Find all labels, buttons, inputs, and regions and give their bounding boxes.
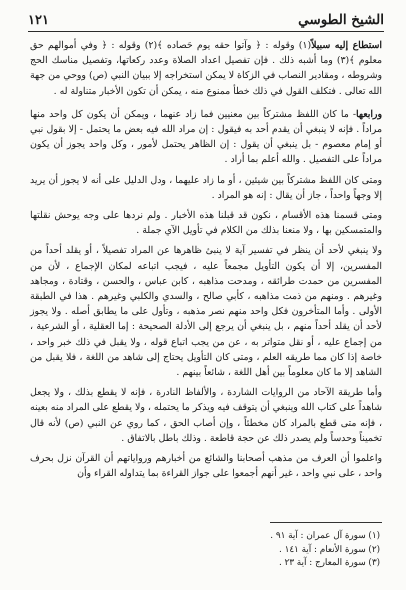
footnotes: [270, 530, 380, 571]
paragraph-2-text: - ما كان اللفظ مشتركاً بين معنيين فما زاد عنهما ، ويمكن أن يكون كل واحد منها مراداً . فإنه لا ينبغي أن يقدم أحد به فيقول : إن مراد الله فيه بعض ما يحتمل - إلا بقول نبي أو إمام معصوم - بل ينبغي أن يقول : إن الظاهر يحتمل لأمور ، وكل واحد يجوز أن يكون مراداً على التفصيل . والله أعلم بما أراد .: [30, 108, 382, 166]
paragraph-4: [30, 208, 382, 238]
page-number: ١٢١: [28, 13, 49, 28]
paragraph-2-lead: ورابعها: [356, 108, 382, 120]
paragraph-1: [30, 38, 382, 99]
footnote-separator: [270, 522, 382, 523]
paragraph-5-text: ولا ينبغي لأحد أن ينظر في تفسير آية لا ينبئ ظاهرها عن المراد تفصيلاً ، أو يقلد أحداً من المفسرين، إلا أن يكون التأويل مجمعاً عليه ، فيجب اتباعه لمكان الإجماع ، لأن من المفسرين من حمدت طرائقه ، ومدحت مذاهبه ، كابن عباس ، والحسن ، وقتادة ، ومجاهد وغيرهم . ومنهم من ذمت مذاهبه ، كأبي صالح ، والسدي والكلبي وغيرهم . هذا في الطبقة الأولى . وأما المتأخرون فكل واحد منهم نصر مذهبه ، وتأول على ما يطابق أصله . ولا يجوز لأحد أن يقلد أحداً منهم ، بل ينبغي أن يرجع إلى الأدلة الصحيحة : إما العقلية ، أو الشرعية ، من إجماع عليه ، أو نقل متواتر به ، عن من يجب اتباع قوله ، ولا يقبل في ذلك خبر واحد ، خاصة إذا كان مما طريقه العلم ، ومتى كان التأويل يحتاج إلى شاهد من اللغة ، فلا يقبل من الشاهد إلا ما كان معلوماً بين أهل اللغة ، شائعاً بينهم .: [30, 245, 382, 379]
paragraph-5: [30, 243, 382, 380]
paragraph-1-text: (١) وقوله : ﴿ وآتوا حقه يوم حَصاده ﴾(٢) وقوله : ﴿ وفي أموالهم حق معلوم ﴾(٣) وما أشبه ذلك . فإن تفصيل اعداد الصلاة وعدد ركعاتها، وتفصيل مناسك الحج وشروطه ، ومقادير النصاب في الزكاة لا يمكن استخراجه إلا ببيان النبي (ص) ووحي من جهة الله تعالى . فتكلف القول في ذلك خطأ ممنوع منه ، يمكن أن تكون الأخبار متناولة له .: [30, 40, 382, 97]
paragraph-4-text: ومتى قسمنا هذه الأقسام ، نكون قد قبلنا هذه الأخبار . ولم نردها على وجه يوحش نقلتها والمتمسكين بها ، ولا منعنا بذلك من الكلام في تأويل الآي جملة .: [30, 210, 382, 237]
paragraph-6-text: وأما طريقة الآحاد من الروايات الشاردة ، والألفاظ النادرة ، فإنه لا يقطع بذلك ، ولا يجعل شاهداً على كتاب الله وينبغي أن يتوقف فيه ويذكر ما يحتمله ، ولا يقطع على المراد منه بعينه ، فإنه متى قطع بالمراد كان مخطئاً ، وإن أصاب الحق ، كما روي عن النبي (ص) لأنه قال تخميناً وحدساً ولم يصدر ذلك عن حجة قاطعة . وذلك باطل بالاتفاق .: [30, 387, 382, 444]
main-text: [30, 38, 382, 590]
paragraph-7: [30, 451, 382, 481]
paragraph-6: [30, 385, 382, 446]
paragraph-7-text: واعلموا أن العرف من مذهب أصحابنا والشائع من أخبارهم ورواياتهم أن القرآن نزل بحرف واحد ، على نبي واحد ، غير أنهم أجمعوا على جواز القراءة بما يتداوله القراء وأن: [30, 453, 382, 480]
header-title: الشيخ الطوسي: [298, 12, 384, 28]
footnote-1: (١) سورة آل عمران : آية ٩١ .: [270, 531, 380, 541]
paragraph-1-lead: استطاع إليه سبيلاً: [311, 40, 382, 51]
footnote-3: (٣) سورة المعارج : آية ٢٣ .: [278, 558, 380, 569]
paragraph-3: [30, 173, 382, 203]
paragraph-3-text: ومتى كان اللفظ مشتركاً بين شيئين ، أو ما زاد عليهما ، ودل الدليل على أنه لا يجوز أن يريد إلا وجهاً واحداً ، جاز أن يقال : إنه هو المراد .: [30, 174, 382, 201]
paragraph-2: [30, 107, 382, 168]
footnote-2: (٢) سورة الأنعام : آية ١٤١ .: [279, 544, 380, 555]
running-header: [28, 8, 384, 32]
paragraph-gap: [30, 99, 382, 107]
